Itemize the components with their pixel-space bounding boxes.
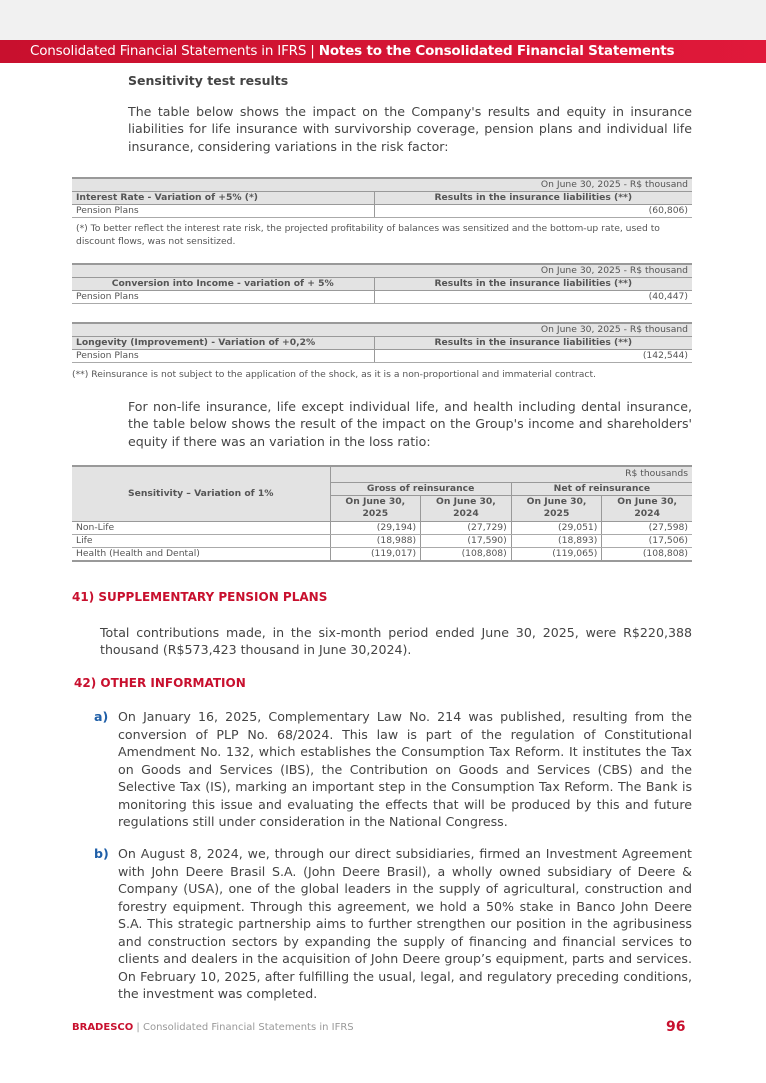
period-header: On June 30, 2025 [511,495,602,521]
table-title: Sensitivity – Variation of 1% [72,466,330,521]
cell: (17,590) [421,534,512,547]
column-header: Results in the insurance liabilities (**) [374,337,692,350]
table-unit: R$ thousands [330,466,692,482]
table-caption: On June 30, 2025 - R$ thousand [72,178,692,192]
cell: (17,506) [602,534,692,547]
table-note: (*) To better reflect the interest rate risk, the projected profitability of balances was sensitized and the bottom-up rate, used to discount flows, was not sensitized. [76,223,660,247]
item-b-text: On August 8, 2024, we, through our direct subsidiaries, firmed an Investment Agreement with John Deere Brasil S.A. (John Deere Brasil), a wholly owned subsidiary of Deere & Company (USA), one of the global leaders in the supply of agricultural, construction and forestry equipment. Through this agreement, we hold a 50% stake in Banco John Deere S.A. This strategic partnership aims to further strengthen our position in the agribusiness and construction sectors by expanding the supply of financing and financial services to clients and dealers in the acquisition of John Deere group’s equipment, parts and services. On February 10, 2025, after fulfilling the usual, legal, and regulatory preceding conditions, the investment was completed. [118,846,692,1001]
cell: (18,988) [330,534,421,547]
cell: (119,017) [330,547,421,561]
header-right: Notes to the Consolidated Financial Statements [318,43,675,59]
top-margin [0,0,766,40]
row-label: Pension Plans [72,205,374,218]
item-a-text: On January 16, 2025, Complementary Law No. 214 was published, resulting from the conversion of PLP No. 68/2024. This law is part of the regulation of Constitutional Amendment No. 132, which establishes the Consumption Tax Reform. It institutes the Tax on Goods and Services (IBS), the Contribution on Goods and Services (CBS) and the Selective Tax (IS), marking an important step in the Consumption Tax Reform. The Bank is monitoring this issue and evaluating the effects that will be produced by this and future regulations still under consideration in the National Congress. [118,709,692,829]
intro-paragraph: The table below shows the impact on the Company's results and equity in insurance liabilities for life insurance with survivorship coverage, pension plans and individual life insurance, considering variations in the risk factor: [128,104,692,154]
cell: (27,729) [421,521,512,534]
period-header: On June 30, 2025 [330,495,421,521]
column-header: Results in the insurance liabilities (**) [374,192,692,205]
loss-ratio-table [72,465,692,562]
column-header: Interest Rate - Variation of +5% (*) [72,192,374,205]
row-label: Pension Plans [72,350,374,363]
item-a-label: a) [94,709,109,724]
section-41-title: 41) SUPPLEMENTARY PENSION PLANS [72,590,328,604]
table-row [72,534,692,547]
loss-ratio-paragraph: For non-life insurance, life except individual life, and health including dental insurance, the table below shows the result of the impact on the Group's income and shareholders' equity if there was an variation in the loss ratio: [128,399,692,449]
table-caption: On June 30, 2025 - R$ thousand [72,264,692,278]
cell: (27,598) [602,521,692,534]
cell: (119,065) [511,547,602,561]
row-label: Non-Life [72,521,330,534]
column-header: Longevity (Improvement) - Variation of +0,2% [72,337,374,350]
section-41-text: Total contributions made, in the six-month period ended June 30, 2025, were R$220,388 thousand (R$573,423 thousand in June 30,2024). [100,625,692,658]
period-header: On June 30, 2024 [602,495,692,521]
net-header: Net of reinsurance [511,482,692,495]
gross-header: Gross of reinsurance [330,482,511,495]
table-row [72,547,692,561]
table-row [72,521,692,534]
page-number: 96 [666,1019,686,1035]
row-label: Pension Plans [72,291,374,304]
row-label: Life [72,534,330,547]
column-header: Results in the insurance liabilities (**) [374,278,692,291]
item-b-label: b) [94,846,109,861]
cell: (108,808) [421,547,512,561]
section-heading: Sensitivity test results [128,73,289,88]
row-value: (40,447) [374,291,692,304]
page-header [0,40,766,63]
table-note: (**) Reinsurance is not subject to the application of the shock, as it is a non-proportional and immaterial contract. [72,369,596,380]
footer-text: | Consolidated Financial Statements in IFRS [133,1022,354,1033]
header-left: Consolidated Financial Statements in IFRS | [30,43,319,59]
cell: (29,051) [511,521,602,534]
cell: (18,893) [511,534,602,547]
row-value: (142,544) [374,350,692,363]
row-value: (60,806) [374,205,692,218]
conversion-table [72,263,692,304]
row-label: Health (Health and Dental) [72,547,330,561]
table-caption: On June 30, 2025 - R$ thousand [72,323,692,337]
period-header: On June 30, 2024 [421,495,512,521]
cell: (108,808) [602,547,692,561]
footer [72,1022,354,1033]
section-42-title: 42) OTHER INFORMATION [74,676,246,690]
interest-rate-table [72,177,692,218]
footer-brand: BRADESCO [72,1022,134,1033]
column-header: Conversion into Income - variation of + 5% [72,278,374,291]
cell: (29,194) [330,521,421,534]
longevity-table [72,322,692,363]
